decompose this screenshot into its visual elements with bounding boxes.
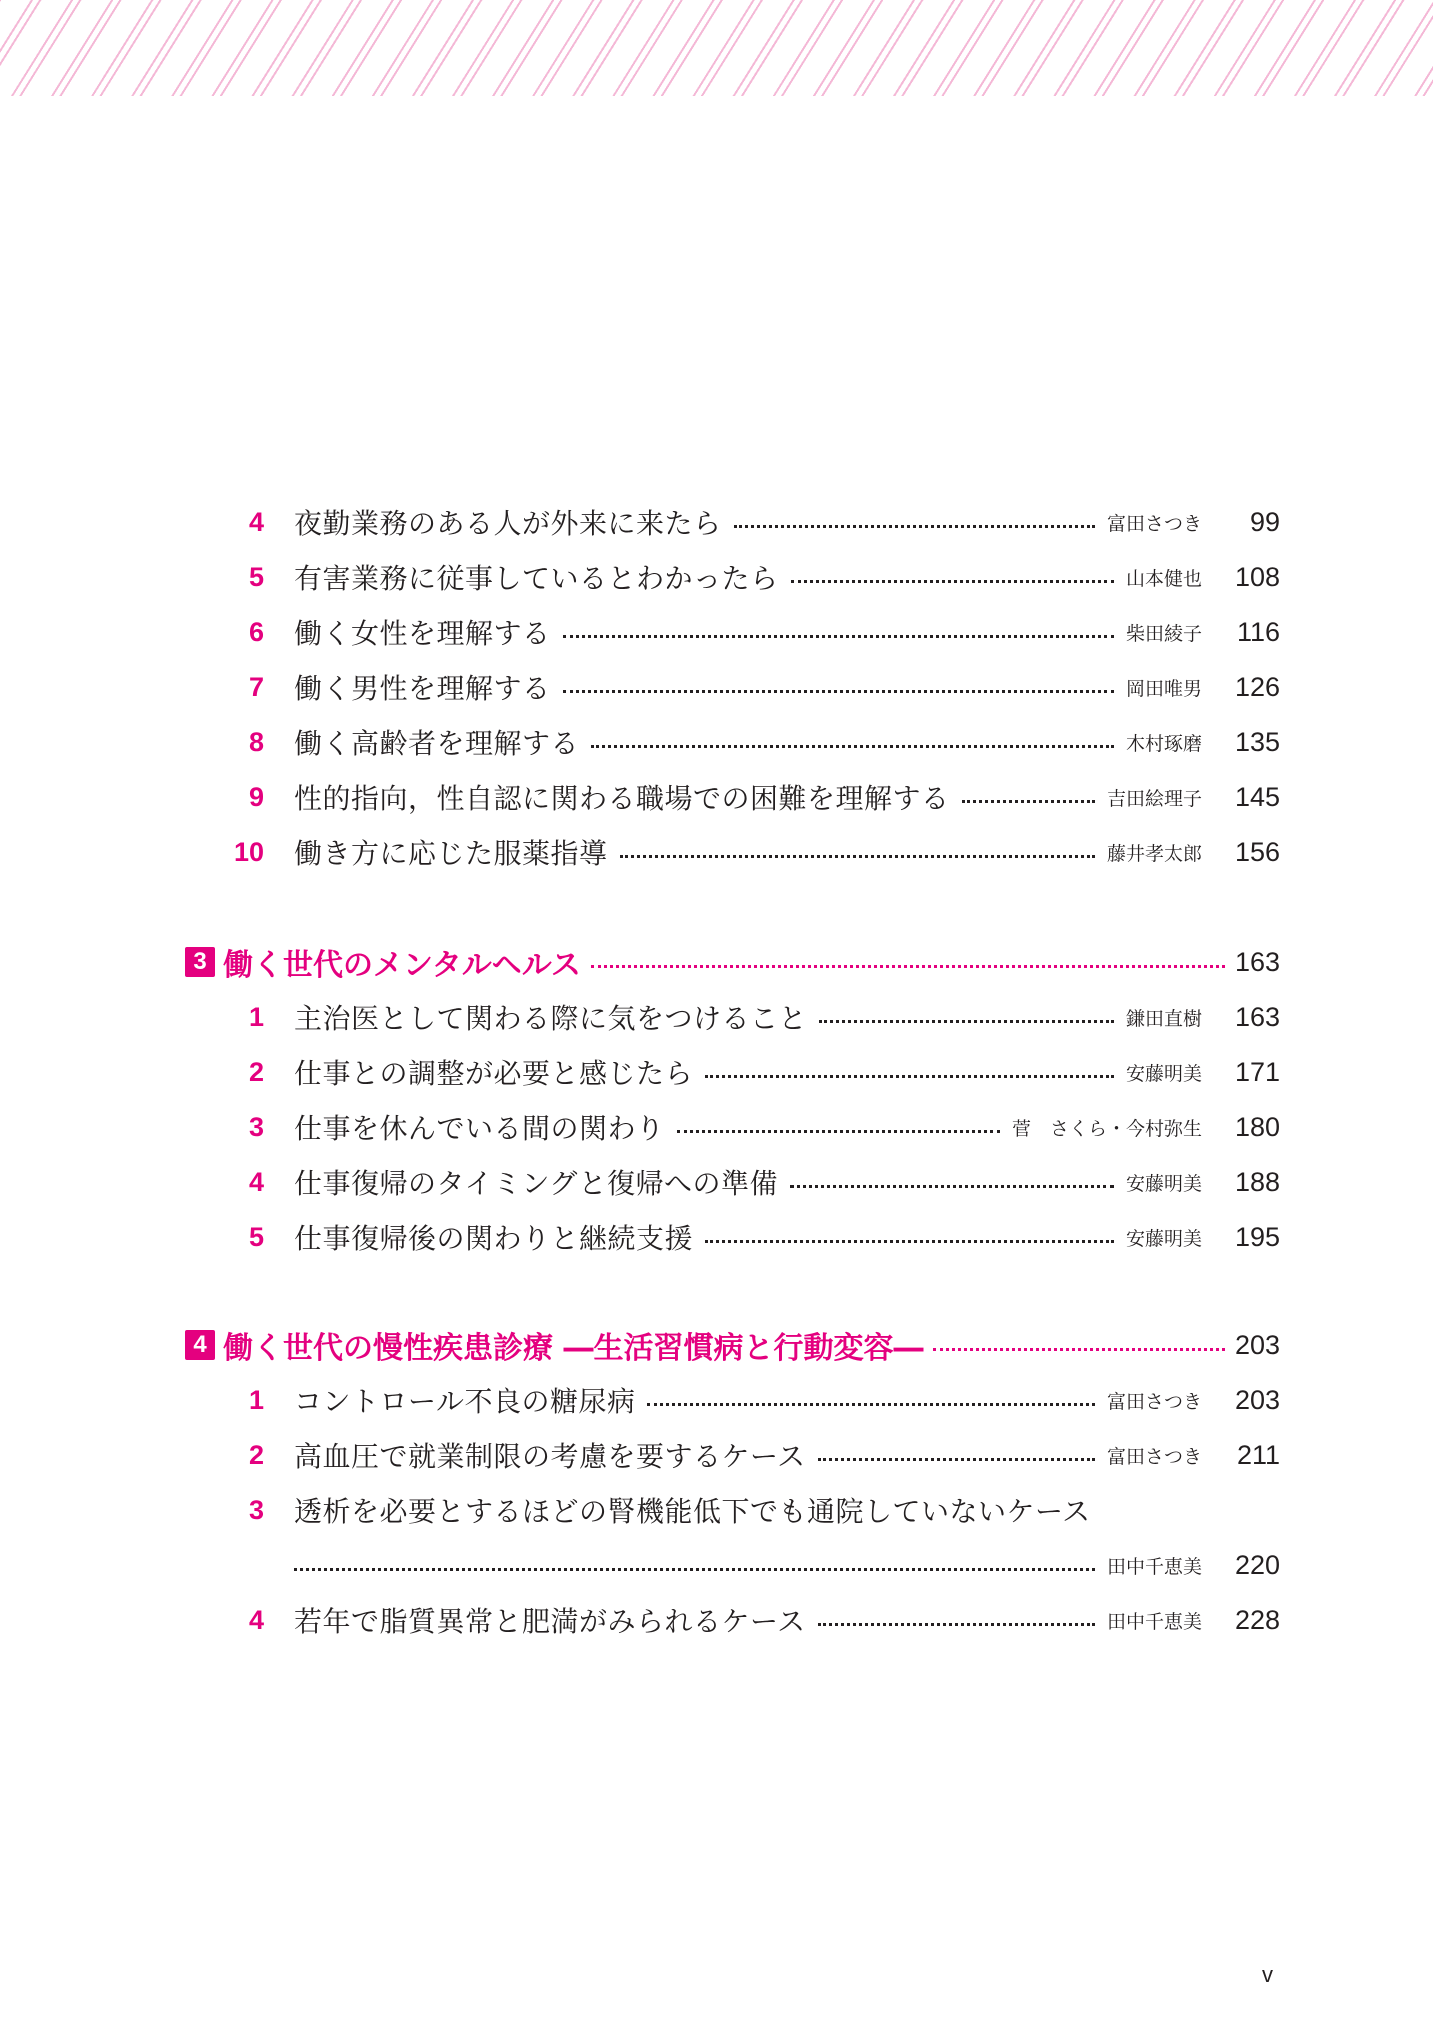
entry-page: 195 — [1234, 1221, 1280, 1252]
toc-entry[interactable] — [230, 720, 1280, 764]
dot-leader — [563, 635, 1114, 638]
entry-title: 性的指向，性自認に関わる職場での困難を理解する — [294, 782, 950, 815]
entry-page: 220 — [1234, 1549, 1280, 1580]
entry-title: 仕事復帰のタイミングと復帰への準備 — [294, 1167, 778, 1200]
entry-title: 仕事復帰後の関わりと継続支援 — [294, 1222, 694, 1255]
toc-entry[interactable] — [230, 995, 1280, 1039]
dot-leader — [791, 580, 1114, 583]
entry-number: 1 — [248, 1384, 264, 1415]
entry-page: 145 — [1234, 781, 1280, 812]
section-number-badge: 4 — [185, 1330, 215, 1360]
entry-author: 山本健也 — [1125, 567, 1202, 590]
entry-number: 4 — [248, 506, 264, 537]
page-folio: v — [1262, 1962, 1273, 1987]
dot-leader — [294, 1568, 1095, 1571]
toc-entry[interactable] — [230, 775, 1280, 819]
section-heading-3[interactable] — [185, 940, 1280, 984]
dot-leader — [933, 1348, 1224, 1351]
toc-entry[interactable] — [230, 610, 1280, 654]
entry-number: 4 — [248, 1604, 264, 1635]
entry-author: 吉田絵理子 — [1106, 787, 1202, 810]
entry-page: 116 — [1236, 616, 1280, 647]
entry-title: 働き方に応じた服薬指導 — [294, 837, 608, 870]
toc-entry[interactable] — [230, 1215, 1280, 1259]
entry-number: 5 — [248, 1221, 264, 1252]
entry-title: 透析を必要とするほどの腎機能低下でも通院していないケース — [294, 1495, 1091, 1528]
entry-title: 仕事との調整が必要と感じたら — [294, 1057, 694, 1090]
dot-leader — [647, 1403, 1095, 1406]
dot-leader — [705, 1075, 1114, 1078]
toc-entry[interactable] — [230, 555, 1280, 599]
entry-page: 188 — [1234, 1166, 1280, 1197]
dot-leader — [962, 800, 1095, 803]
entry-author: 安藤明美 — [1125, 1172, 1202, 1195]
entry-author: 田中千恵美 — [1106, 1555, 1202, 1578]
dot-leader — [790, 1185, 1114, 1188]
dot-leader — [818, 1458, 1095, 1461]
entry-number: 9 — [248, 781, 264, 812]
entry-author: 木村琢磨 — [1125, 732, 1202, 755]
toc-entry[interactable] — [230, 1598, 1280, 1642]
section-page: 163 — [1234, 946, 1280, 977]
entry-number: 10 — [233, 836, 264, 867]
dot-leader — [620, 855, 1095, 858]
entry-author: 富田さつき — [1106, 1390, 1202, 1413]
entry-number: 6 — [248, 616, 264, 647]
section-page: 203 — [1234, 1329, 1280, 1360]
entry-page: 211 — [1236, 1439, 1280, 1470]
entry-author: 藤井孝太郎 — [1106, 842, 1202, 865]
dot-leader — [591, 745, 1114, 748]
toc-entry-multiline[interactable] — [230, 1488, 1280, 1532]
toc-entry-continuation[interactable] — [294, 1543, 1280, 1587]
dot-leader — [819, 1020, 1114, 1023]
entry-number: 1 — [248, 1001, 264, 1032]
toc-entry[interactable] — [230, 830, 1280, 874]
entry-page: 163 — [1234, 1001, 1280, 1032]
entry-author: 富田さつき — [1106, 1445, 1202, 1468]
entry-author: 富田さつき — [1106, 512, 1202, 535]
section-number-badge: 3 — [185, 947, 215, 977]
entry-title: コントロール不良の糖尿病 — [294, 1385, 636, 1418]
dot-leader — [591, 965, 1225, 968]
entry-page: 180 — [1234, 1111, 1280, 1142]
entry-page: 108 — [1234, 561, 1280, 592]
entry-author: 安藤明美 — [1125, 1227, 1202, 1250]
toc-entry[interactable] — [230, 665, 1280, 709]
section-title: 働く世代のメンタルヘルス — [223, 948, 581, 983]
entry-number: 7 — [248, 671, 264, 702]
dot-leader — [677, 1130, 1000, 1133]
dot-leader — [734, 525, 1095, 528]
toc-entry[interactable] — [230, 500, 1280, 544]
entry-page: 228 — [1234, 1604, 1280, 1635]
entry-author: 田中千恵美 — [1106, 1610, 1202, 1633]
entry-number: 5 — [248, 561, 264, 592]
toc-entry[interactable] — [230, 1433, 1280, 1477]
entry-number: 3 — [248, 1494, 264, 1525]
entry-title: 夜勤業務のある人が外来に来たら — [294, 507, 722, 540]
decorative-stripe-band — [0, 0, 1433, 96]
toc-entry[interactable] — [230, 1160, 1280, 1204]
section-title: 働く世代の慢性疾患診療 ―生活習慣病と行動変容― — [223, 1331, 924, 1366]
section-heading-4[interactable] — [185, 1323, 1280, 1367]
entry-author: 安藤明美 — [1125, 1062, 1202, 1085]
entry-title: 働く女性を理解する — [294, 617, 551, 650]
entry-title: 働く高齢者を理解する — [294, 727, 580, 760]
entry-page: 126 — [1234, 671, 1280, 702]
entry-title: 働く男性を理解する — [294, 672, 551, 705]
entry-title: 仕事を休んでいる間の関わり — [294, 1112, 665, 1145]
toc-entry[interactable] — [230, 1050, 1280, 1094]
toc-entry[interactable] — [230, 1378, 1280, 1422]
entry-author: 菅 さくら・今村弥生 — [1011, 1117, 1202, 1140]
dot-leader — [563, 690, 1114, 693]
entry-page: 203 — [1234, 1384, 1280, 1415]
entry-number: 4 — [248, 1166, 264, 1197]
entry-page: 99 — [1249, 506, 1280, 537]
entry-page: 156 — [1234, 836, 1280, 867]
entry-number: 8 — [248, 726, 264, 757]
entry-author: 鎌田直樹 — [1125, 1007, 1202, 1030]
entry-page: 135 — [1234, 726, 1280, 757]
entry-author: 岡田唯男 — [1125, 677, 1202, 700]
entry-page: 171 — [1234, 1056, 1280, 1087]
entry-number: 2 — [248, 1439, 264, 1470]
entry-title: 主治医として関わる際に気をつけること — [294, 1002, 808, 1035]
entry-author: 柴田綾子 — [1125, 622, 1202, 645]
entry-title: 高血圧で就業制限の考慮を要するケース — [294, 1440, 806, 1473]
dot-leader — [705, 1240, 1114, 1243]
entry-number: 2 — [248, 1056, 264, 1087]
toc-entry[interactable] — [230, 1105, 1280, 1149]
dot-leader — [818, 1623, 1095, 1626]
entry-number: 3 — [248, 1111, 264, 1142]
entry-title: 若年で脂質異常と肥満がみられるケース — [294, 1605, 806, 1638]
entry-title: 有害業務に従事しているとわかったら — [294, 562, 779, 595]
